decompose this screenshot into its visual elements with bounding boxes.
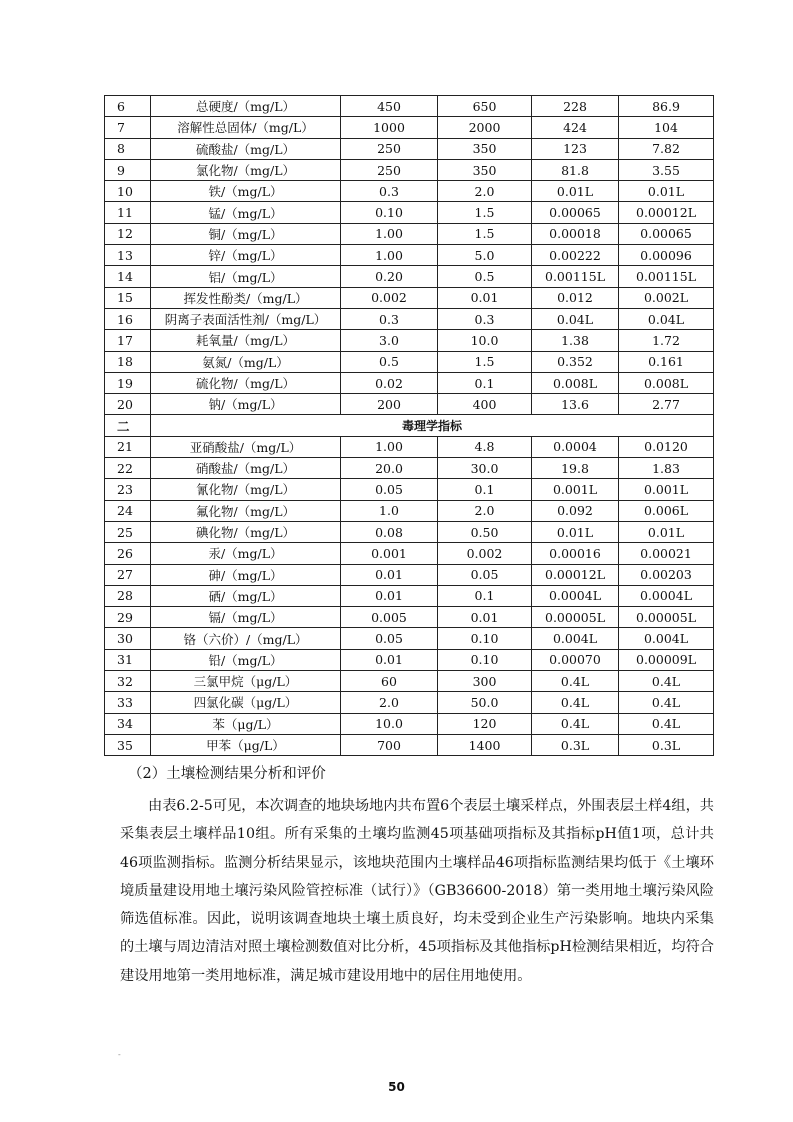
table-row — [105, 159, 714, 180]
indicator-name: 铁/（mg/L） — [151, 181, 341, 202]
indicator-name: 四氯化碳（μg/L） — [151, 692, 341, 713]
indicator-name: 汞/（mg/L） — [151, 543, 341, 564]
standard-class4: 650 — [438, 96, 532, 117]
row-number: 31 — [105, 649, 151, 670]
table-row — [105, 436, 714, 457]
indicator-name: 耗氧量/（mg/L） — [151, 330, 341, 351]
standard-class4: 300 — [438, 671, 532, 692]
measured-value-1: 228 — [532, 96, 619, 117]
measured-value-2: 0.00065 — [619, 223, 714, 244]
indicator-name: 硒/（mg/L） — [151, 585, 341, 606]
row-number: 24 — [105, 500, 151, 521]
row-number: 15 — [105, 287, 151, 308]
measured-value-2: 0.00005L — [619, 607, 714, 628]
standard-class4: 10.0 — [438, 330, 532, 351]
indicator-name: 氟化物/（mg/L） — [151, 500, 341, 521]
table-row — [105, 628, 714, 649]
measured-value-1: 0.00018 — [532, 223, 619, 244]
indicator-name: 镉/（mg/L） — [151, 607, 341, 628]
analysis-paragraph — [120, 792, 714, 990]
standard-class4: 0.002 — [438, 543, 532, 564]
measured-value-2: 1.72 — [619, 330, 714, 351]
measured-value-2: 0.3L — [619, 734, 714, 755]
standard-class4: 4.8 — [438, 436, 532, 457]
footer-mark: - — [118, 1050, 121, 1059]
standard-class4: 30.0 — [438, 458, 532, 479]
standard-class3: 1.00 — [341, 223, 438, 244]
standard-class3: 0.3 — [341, 308, 438, 329]
standard-class3: 0.5 — [341, 351, 438, 372]
standard-class4: 50.0 — [438, 692, 532, 713]
measured-value-1: 0.012 — [532, 287, 619, 308]
table-row — [105, 117, 714, 138]
indicator-name: 铜/（mg/L） — [151, 223, 341, 244]
standard-class3: 10.0 — [341, 713, 438, 734]
measured-value-1: 0.00222 — [532, 245, 619, 266]
measured-value-1: 0.01L — [532, 181, 619, 202]
section-subheading: （2）土壤检测结果分析和评价 — [128, 766, 326, 782]
standard-class4: 400 — [438, 394, 532, 415]
row-number: 7 — [105, 117, 151, 138]
table-row — [105, 585, 714, 606]
indicator-name: 硝酸盐/（mg/L） — [151, 458, 341, 479]
measured-value-2: 104 — [619, 117, 714, 138]
table-row — [105, 202, 714, 223]
standard-class3: 0.10 — [341, 202, 438, 223]
row-number: 19 — [105, 372, 151, 393]
indicator-name: 溶解性总固体/（mg/L） — [151, 117, 341, 138]
standard-class3: 0.01 — [341, 564, 438, 585]
measured-value-1: 19.8 — [532, 458, 619, 479]
measured-value-2: 0.0120 — [619, 436, 714, 457]
table-row — [105, 564, 714, 585]
standard-class3: 0.02 — [341, 372, 438, 393]
row-number: 16 — [105, 308, 151, 329]
measured-value-1: 0.00012L — [532, 564, 619, 585]
indicator-name: 碘化物/（mg/L） — [151, 521, 341, 542]
standard-class3: 0.002 — [341, 287, 438, 308]
table-row — [105, 458, 714, 479]
measured-value-1: 0.00065 — [532, 202, 619, 223]
standard-class4: 0.01 — [438, 287, 532, 308]
measured-value-1: 1.38 — [532, 330, 619, 351]
table-row — [105, 671, 714, 692]
standard-class3: 0.01 — [341, 585, 438, 606]
table-row — [105, 181, 714, 202]
measured-value-1: 0.00115L — [532, 266, 619, 287]
measured-value-2: 7.82 — [619, 138, 714, 159]
row-number: 30 — [105, 628, 151, 649]
standard-class4: 2.0 — [438, 181, 532, 202]
standard-class4: 2000 — [438, 117, 532, 138]
standard-class3: 700 — [341, 734, 438, 755]
section-title: 毒理学指标 — [151, 415, 714, 436]
water-quality-table — [104, 95, 714, 756]
standard-class3: 1.00 — [341, 245, 438, 266]
row-number: 25 — [105, 521, 151, 542]
standard-class4: 1400 — [438, 734, 532, 755]
standard-class3: 2.0 — [341, 692, 438, 713]
standard-class4: 350 — [438, 138, 532, 159]
measured-value-1: 0.01L — [532, 521, 619, 542]
table-row — [105, 394, 714, 415]
indicator-name: 甲苯（μg/L） — [151, 734, 341, 755]
standard-class3: 1.00 — [341, 436, 438, 457]
table-section-row — [105, 415, 714, 436]
row-number: 17 — [105, 330, 151, 351]
row-number: 35 — [105, 734, 151, 755]
row-number: 20 — [105, 394, 151, 415]
table-body-part1 — [105, 96, 714, 415]
indicator-name: 氨氮/（mg/L） — [151, 351, 341, 372]
indicator-name: 锰/（mg/L） — [151, 202, 341, 223]
measured-value-1: 0.04L — [532, 308, 619, 329]
measured-value-2: 0.00021 — [619, 543, 714, 564]
table-row — [105, 308, 714, 329]
table-row — [105, 479, 714, 500]
standard-class4: 1.5 — [438, 351, 532, 372]
measured-value-1: 0.00005L — [532, 607, 619, 628]
indicator-name: 挥发性酚类/（mg/L） — [151, 287, 341, 308]
measured-value-2: 0.00096 — [619, 245, 714, 266]
table-row — [105, 245, 714, 266]
standard-class4: 0.50 — [438, 521, 532, 542]
standard-class4: 1.5 — [438, 223, 532, 244]
indicator-name: 氯化物/（mg/L） — [151, 159, 341, 180]
measured-value-1: 81.8 — [532, 159, 619, 180]
measured-value-1: 0.352 — [532, 351, 619, 372]
measured-value-2: 0.002L — [619, 287, 714, 308]
measured-value-2: 0.00115L — [619, 266, 714, 287]
table-row — [105, 734, 714, 755]
table-row — [105, 500, 714, 521]
measured-value-2: 0.0004L — [619, 585, 714, 606]
row-number: 21 — [105, 436, 151, 457]
indicator-name: 铅/（mg/L） — [151, 649, 341, 670]
standard-class3: 200 — [341, 394, 438, 415]
table-row — [105, 138, 714, 159]
indicator-name: 硫化物/（mg/L） — [151, 372, 341, 393]
measured-value-2: 0.001L — [619, 479, 714, 500]
table-row — [105, 330, 714, 351]
table-row — [105, 649, 714, 670]
page-number: 50 — [388, 1080, 405, 1094]
row-number: 32 — [105, 671, 151, 692]
table-row — [105, 351, 714, 372]
indicator-name: 铝/（mg/L） — [151, 266, 341, 287]
standard-class3: 250 — [341, 159, 438, 180]
row-number: 28 — [105, 585, 151, 606]
table-row — [105, 713, 714, 734]
measured-value-1: 0.4L — [532, 713, 619, 734]
standard-class4: 0.05 — [438, 564, 532, 585]
measured-value-2: 0.006L — [619, 500, 714, 521]
standard-class3: 0.05 — [341, 628, 438, 649]
indicator-name: 阴离子表面活性剂/（mg/L） — [151, 308, 341, 329]
paragraph-text: 由表6.2-5可见，本次调查的地块场地内共布置6个表层土壤采样点，外围表层土样4组，共采集表层土壤样品10组。所有采集的土壤均监测45项基础项指标及其指标pH值1项，总计共46项监测指标。监测分析结果显示，该地块范围内土壤样品46项指标监测结果均低于《土壤环境质量建设用地土壤污染风险管控标准（试行）》（GB36600-2018）第一类用地土壤污染风险筛选值标准。因此，说明该调查地块土壤土质良好，均未受到企业生产污染影响。地块内采集的土壤与周边清洁对照土壤检测数值对比分析，45项指标及其他指标pH检测结果相近，均符合建设用地第一类用地标准，满足城市建设用地中的居住用地使用。 — [120, 798, 714, 984]
section-label: 二 — [105, 415, 151, 436]
measured-value-1: 0.00070 — [532, 649, 619, 670]
measured-value-2: 0.01L — [619, 521, 714, 542]
standard-class3: 20.0 — [341, 458, 438, 479]
row-number: 33 — [105, 692, 151, 713]
measured-value-2: 0.004L — [619, 628, 714, 649]
standard-class3: 250 — [341, 138, 438, 159]
standard-class3: 0.20 — [341, 266, 438, 287]
standard-class4: 0.3 — [438, 308, 532, 329]
table-row — [105, 223, 714, 244]
standard-class3: 1.0 — [341, 500, 438, 521]
row-number: 18 — [105, 351, 151, 372]
row-number: 22 — [105, 458, 151, 479]
indicator-name: 硫酸盐/（mg/L） — [151, 138, 341, 159]
measured-value-1: 0.4L — [532, 671, 619, 692]
row-number: 6 — [105, 96, 151, 117]
measured-value-2: 0.01L — [619, 181, 714, 202]
indicator-name: 砷/（mg/L） — [151, 564, 341, 585]
standard-class4: 0.1 — [438, 585, 532, 606]
table-row — [105, 266, 714, 287]
standard-class3: 3.0 — [341, 330, 438, 351]
row-number: 27 — [105, 564, 151, 585]
standard-class4: 1.5 — [438, 202, 532, 223]
measured-value-2: 0.00012L — [619, 202, 714, 223]
standard-class3: 0.01 — [341, 649, 438, 670]
standard-class4: 0.10 — [438, 628, 532, 649]
measured-value-1: 0.3L — [532, 734, 619, 755]
standard-class3: 0.001 — [341, 543, 438, 564]
measured-value-2: 1.83 — [619, 458, 714, 479]
indicator-name: 总硬度/（mg/L） — [151, 96, 341, 117]
standard-class3: 0.3 — [341, 181, 438, 202]
row-number: 34 — [105, 713, 151, 734]
measured-value-2: 3.55 — [619, 159, 714, 180]
measured-value-1: 123 — [532, 138, 619, 159]
row-number: 13 — [105, 245, 151, 266]
measured-value-2: 2.77 — [619, 394, 714, 415]
measured-value-2: 0.04L — [619, 308, 714, 329]
indicator-name: 三氯甲烷（μg/L） — [151, 671, 341, 692]
measured-value-2: 86.9 — [619, 96, 714, 117]
measured-value-1: 424 — [532, 117, 619, 138]
measured-value-1: 0.092 — [532, 500, 619, 521]
section-row — [105, 415, 714, 436]
measured-value-1: 0.4L — [532, 692, 619, 713]
measured-value-2: 0.008L — [619, 372, 714, 393]
standard-class4: 0.1 — [438, 479, 532, 500]
row-number: 12 — [105, 223, 151, 244]
table-row — [105, 607, 714, 628]
measured-value-1: 0.0004L — [532, 585, 619, 606]
measured-value-1: 0.004L — [532, 628, 619, 649]
measured-value-2: 0.161 — [619, 351, 714, 372]
standard-class3: 450 — [341, 96, 438, 117]
indicator-name: 氰化物/（mg/L） — [151, 479, 341, 500]
row-number: 14 — [105, 266, 151, 287]
measured-value-1: 0.001L — [532, 479, 619, 500]
standard-class4: 350 — [438, 159, 532, 180]
table-row — [105, 521, 714, 542]
row-number: 8 — [105, 138, 151, 159]
standard-class3: 0.05 — [341, 479, 438, 500]
standard-class4: 0.5 — [438, 266, 532, 287]
row-number: 11 — [105, 202, 151, 223]
standard-class4: 120 — [438, 713, 532, 734]
measured-value-2: 0.00203 — [619, 564, 714, 585]
indicator-name: 苯（μg/L） — [151, 713, 341, 734]
table-row — [105, 543, 714, 564]
row-number: 9 — [105, 159, 151, 180]
row-number: 26 — [105, 543, 151, 564]
measured-value-1: 0.0004 — [532, 436, 619, 457]
standard-class3: 0.08 — [341, 521, 438, 542]
row-number: 29 — [105, 607, 151, 628]
measured-value-1: 13.6 — [532, 394, 619, 415]
measured-value-2: 0.00009L — [619, 649, 714, 670]
standard-class4: 0.01 — [438, 607, 532, 628]
row-number: 23 — [105, 479, 151, 500]
measured-value-1: 0.00016 — [532, 543, 619, 564]
standard-class4: 0.1 — [438, 372, 532, 393]
table-row — [105, 287, 714, 308]
measured-value-1: 0.008L — [532, 372, 619, 393]
standard-class4: 0.10 — [438, 649, 532, 670]
standard-class4: 2.0 — [438, 500, 532, 521]
table-row — [105, 96, 714, 117]
indicator-name: 钠/（mg/L） — [151, 394, 341, 415]
table-body-part2 — [105, 436, 714, 755]
indicator-name: 铬（六价）/（mg/L） — [151, 628, 341, 649]
row-number: 10 — [105, 181, 151, 202]
indicator-name: 锌/（mg/L） — [151, 245, 341, 266]
measured-value-2: 0.4L — [619, 713, 714, 734]
table-row — [105, 372, 714, 393]
measured-value-2: 0.4L — [619, 671, 714, 692]
measured-value-2: 0.4L — [619, 692, 714, 713]
standard-class4: 5.0 — [438, 245, 532, 266]
table-row — [105, 692, 714, 713]
standard-class3: 1000 — [341, 117, 438, 138]
indicator-name: 亚硝酸盐/（mg/L） — [151, 436, 341, 457]
standard-class3: 0.005 — [341, 607, 438, 628]
standard-class3: 60 — [341, 671, 438, 692]
